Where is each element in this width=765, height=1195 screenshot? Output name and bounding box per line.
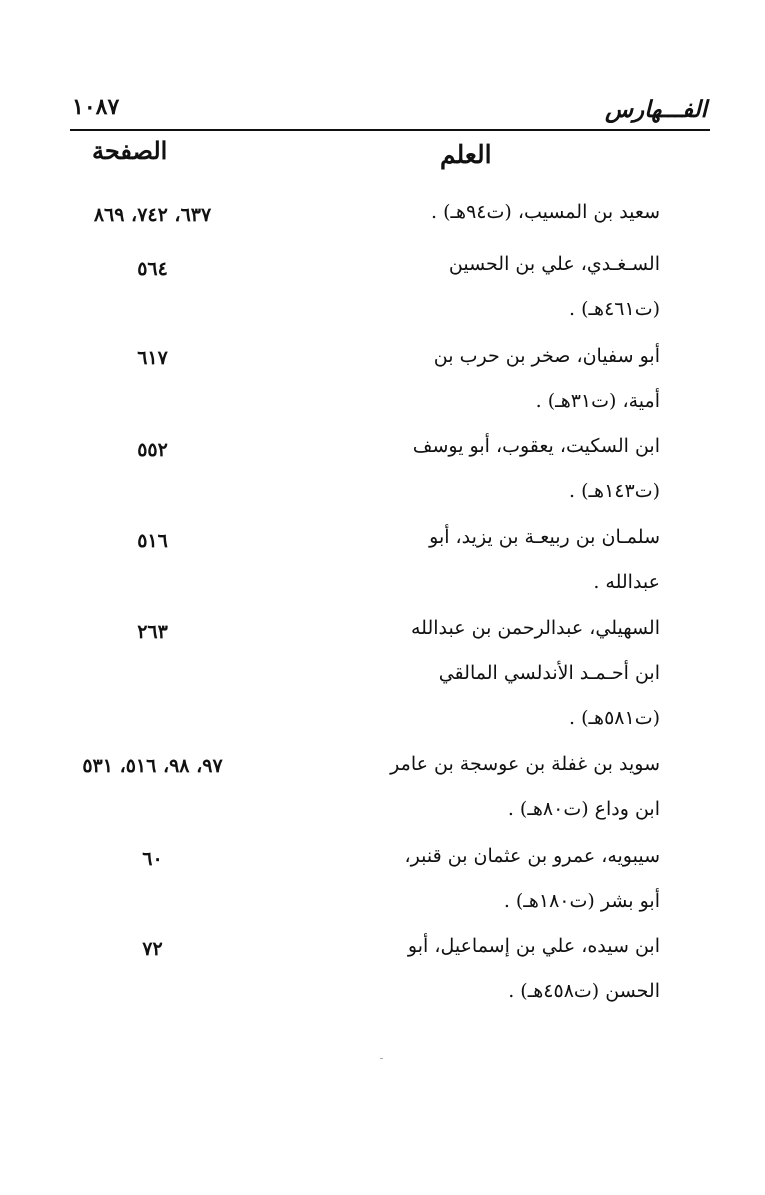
entry-line: عبدالله . xyxy=(593,571,660,593)
index-entry xyxy=(360,742,660,832)
index-entry xyxy=(360,190,660,235)
index-entry xyxy=(360,606,660,741)
entry-pages: ٢٦٣ xyxy=(137,621,168,643)
entry-line: سويد بن غفلة بن عوسجة بن عامر xyxy=(390,753,660,775)
entry-line: ابن أحـمـد الأندلسي المالقي xyxy=(438,662,660,684)
entry-line: سيبويه، عمرو بن عثمان بن قنبر، xyxy=(404,845,660,867)
index-entry xyxy=(360,515,660,605)
entry-line: أبو سفيان، صخر بن حرب بن xyxy=(433,345,660,367)
column-heading-page: الصفحة xyxy=(92,136,168,165)
entry-line: ابن وداع (ت٨٠هـ) . xyxy=(507,798,660,820)
entry-line: السهيلي، عبدالرحمن بن عبدالله xyxy=(410,617,660,639)
entry-line: أبو بشر (ت١٨٠هـ) . xyxy=(503,890,660,912)
entry-line: ابن سيده، علي بن إسماعيل، أبو xyxy=(407,935,660,957)
running-header-title: الفـــهارس xyxy=(604,96,707,123)
entry-line: الحسن (ت٤٥٨هـ) . xyxy=(508,980,660,1002)
index-entry xyxy=(360,334,660,424)
entry-pages: ٩٧، ٩٨، ٥١٦، ٥٣١ xyxy=(82,755,223,777)
entry-line: سلمـان بن ربيعـة بن يزيد، أبو xyxy=(429,526,660,548)
entry-pages: ٦٠ xyxy=(142,848,163,870)
entry-pages: ٧٢ xyxy=(142,938,163,960)
entry-pages: ٦٣٧، ٧٤٢، ٨٦٩ xyxy=(93,204,212,226)
scan-speck xyxy=(380,1058,383,1059)
entry-line: (ت٤٦١هـ) . xyxy=(568,298,660,320)
entry-pages: ٦١٧ xyxy=(137,347,168,369)
column-heading-name: العلم xyxy=(440,140,492,169)
entry-line: سعيد بن المسيب، (ت٩٤هـ) . xyxy=(431,201,660,223)
index-entry xyxy=(360,924,660,1014)
entry-line: السـغـدي، علي بن الحسين xyxy=(448,253,660,275)
entry-line: أمية، (ت٣١هـ) . xyxy=(535,390,660,412)
index-entry xyxy=(360,424,660,514)
entry-line: ابن السكيت، يعقوب، أبو يوسف xyxy=(412,435,660,457)
page-number: ١٠٨٧ xyxy=(72,94,120,120)
entry-pages: ٥٦٤ xyxy=(137,258,168,280)
index-entry xyxy=(360,242,660,332)
entry-line: (ت٥٨١هـ) . xyxy=(568,707,660,729)
entry-pages: ٥٥٢ xyxy=(137,439,168,461)
entry-line: (ت١٤٣هـ) . xyxy=(568,480,660,502)
index-entry xyxy=(360,834,660,924)
header-rule xyxy=(70,129,710,131)
entry-pages: ٥١٦ xyxy=(137,530,168,552)
